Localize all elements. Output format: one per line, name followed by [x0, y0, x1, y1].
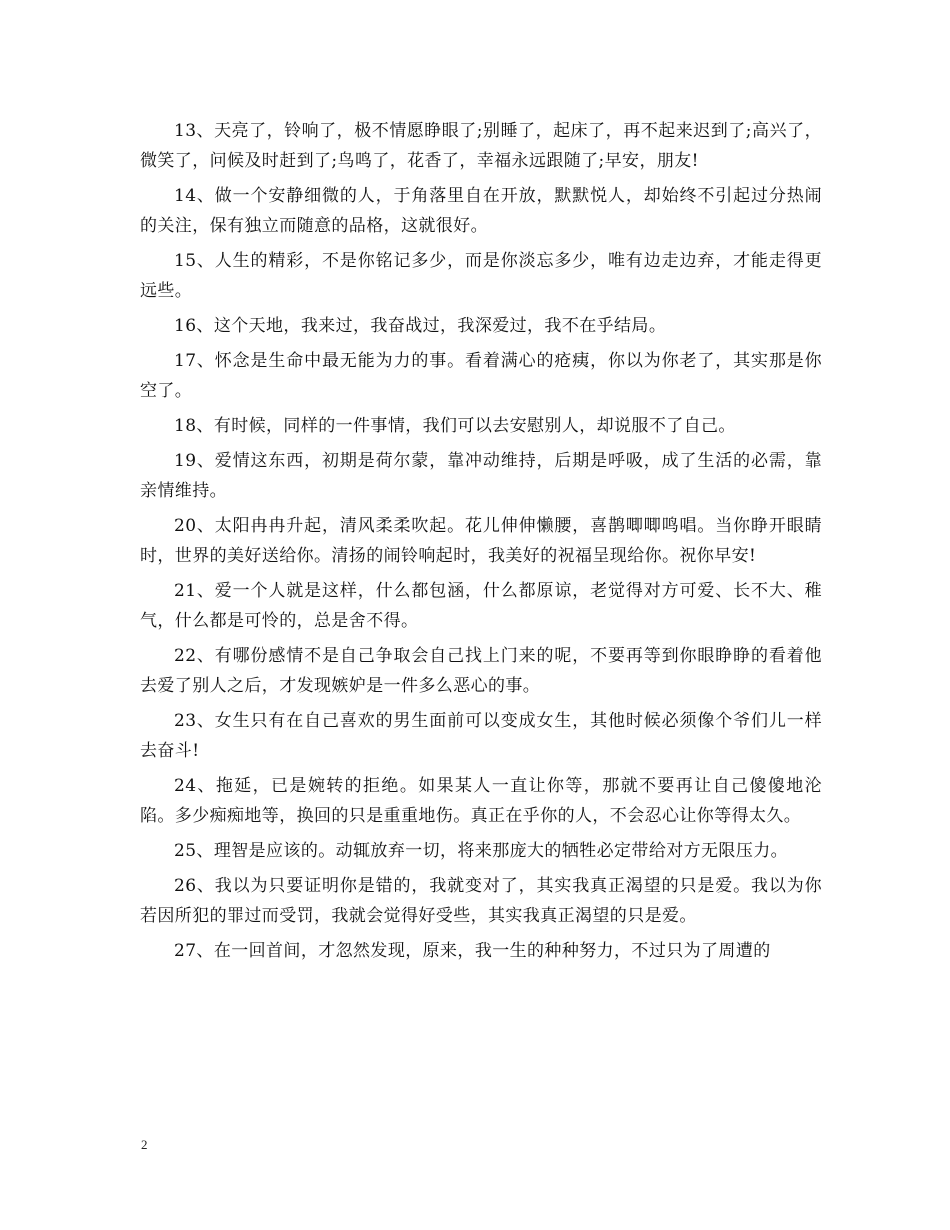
paragraph-17: 17、怀念是生命中最无能为力的事。看着满心的疮痍，你以为你老了，其实那是你空了。: [140, 351, 822, 401]
paragraph-16: 16、这个天地，我来过，我奋战过，我深爱过，我不在乎结局。: [174, 316, 667, 336]
page-number: 2: [141, 1137, 148, 1152]
paragraph-21: 21、爱一个人就是这样，什么都包涵，什么都原谅，老觉得对方可爱、长不大、稚气，什么都是可怜的，总是舍不得。: [140, 581, 822, 631]
paragraph-18: 18、有时候，同样的一件事情，我们可以去安慰别人，却说服不了自己。: [174, 416, 736, 436]
paragraph-15: 15、人生的精彩，不是你铭记多少，而是你淡忘多少，唯有边走边弃，才能走得更远些。: [140, 251, 822, 301]
paragraph-26: 26、我以为只要证明你是错的，我就变对了，其实我真正渴望的只是爱。我以为你若因所犯的罪过而受罚，我就会觉得好受些，其实我真正渴望的只是爱。: [140, 876, 822, 926]
paragraph-27: 27、在一回首间，才忽然发现，原来，我一生的种种努力，不过只为了周遭的: [174, 941, 771, 961]
paragraph-24: 24、拖延，已是婉转的拒绝。如果某人一直让你等，那就不要再让自己傻傻地沦陷。多少痴痴地等，换回的只是重重地伤。真正在乎你的人，不会忍心让你等得太久。: [140, 776, 822, 826]
paragraph-23: 23、女生只有在自己喜欢的男生面前可以变成女生，其他时候必须像个爷们儿一样去奋斗!: [140, 711, 822, 761]
paragraph-25: 25、理智是应该的。动辄放弃一切，将来那庞大的牺牲必定带给对方无限压力。: [174, 841, 789, 861]
document-body: [140, 116, 822, 971]
paragraph-19: 19、爱情这东西，初期是荷尔蒙，靠冲动维持，后期是呼吸，成了生活的必需，靠亲情维持。: [140, 451, 822, 501]
paragraph-14: 14、做一个安静细微的人，于角落里自在开放，默默悦人，却始终不引起过分热闹的关注，保有独立而随意的品格，这就很好。: [140, 186, 822, 236]
paragraph-22: 22、有哪份感情不是自己争取会自己找上门来的呢，不要再等到你眼睁睁的看着他去爱了别人之后，才发现嫉妒是一件多么恶心的事。: [140, 646, 822, 696]
paragraph-20: 20、太阳冉冉升起，清风柔柔吹起。花儿伸伸懒腰，喜鹊唧唧鸣唱。当你睁开眼睛时，世界的美好送给你。清扬的闹铃响起时，我美好的祝福呈现给你。祝你早安!: [140, 516, 822, 566]
paragraph-13: 13、天亮了，铃响了，极不情愿睁眼了;别睡了，起床了，再不起来迟到了;高兴了，微笑了，问候及时赶到了;鸟鸣了，花香了，幸福永远跟随了;早安，朋友!: [140, 121, 822, 171]
